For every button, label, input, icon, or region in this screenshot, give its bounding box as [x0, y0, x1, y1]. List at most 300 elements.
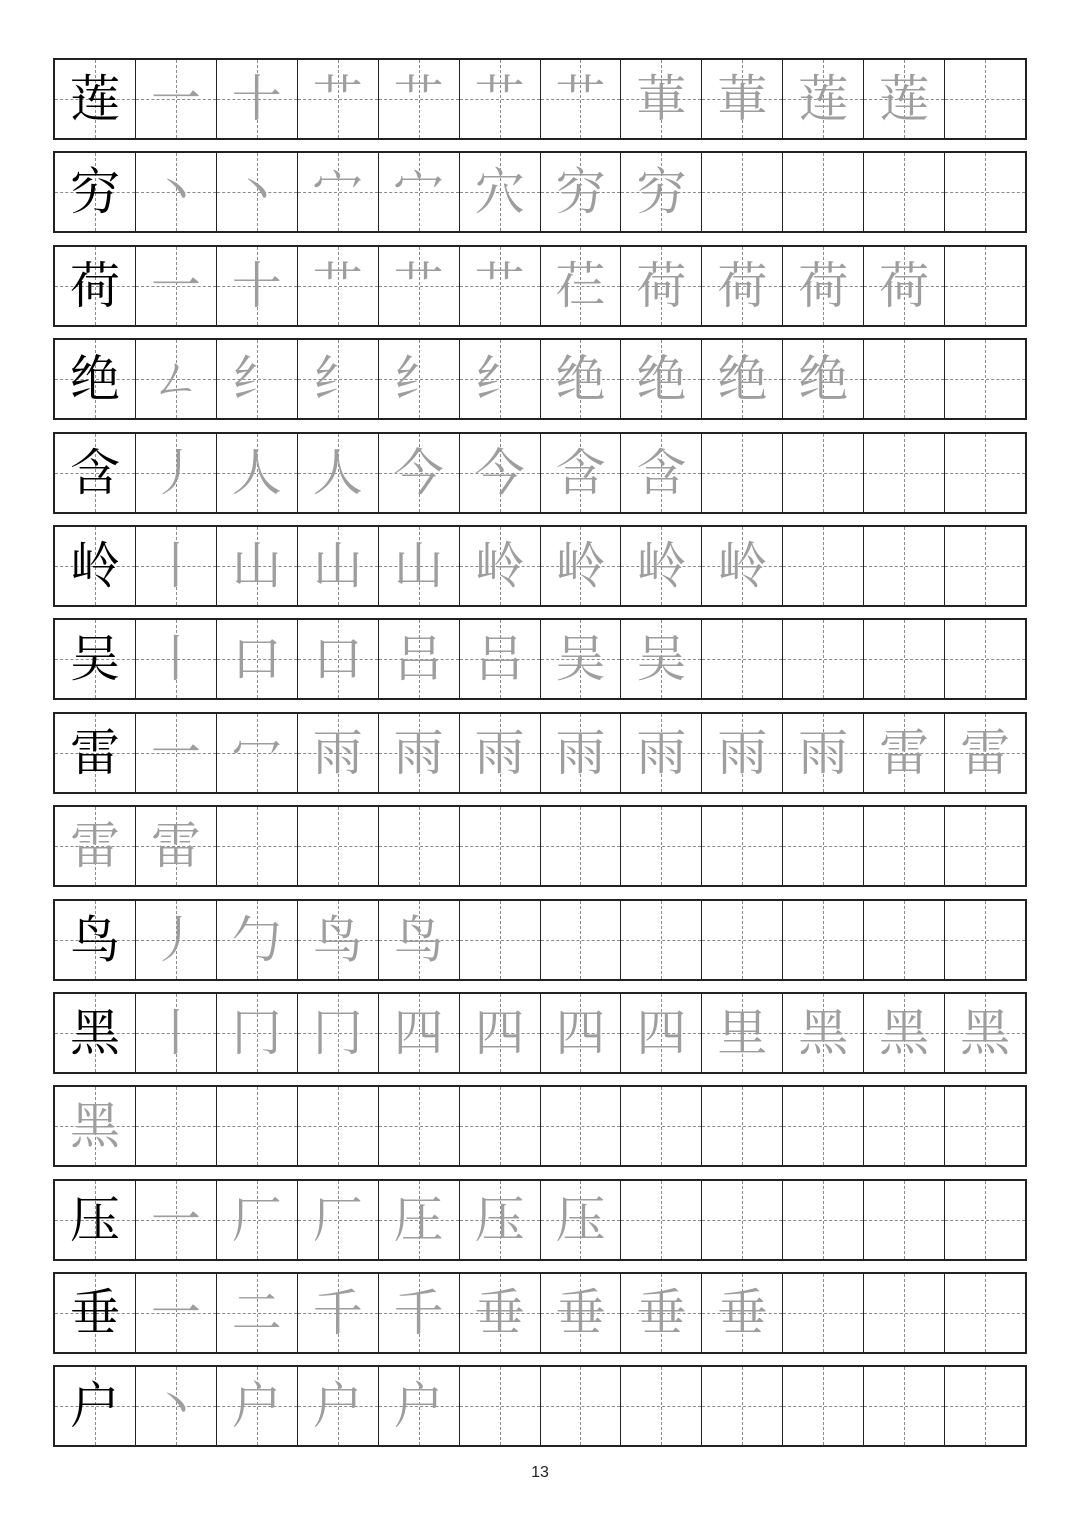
stroke-step-character: 四 [393, 1003, 444, 1062]
stroke-step-cell [863, 1181, 944, 1259]
stroke-step-cell [297, 1274, 378, 1352]
head-character-cell [55, 994, 135, 1072]
stroke-step-cell [459, 714, 540, 792]
stroke-step-cell [701, 434, 782, 512]
stroke-step-character: 宀 [312, 163, 363, 222]
stroke-step-cell [701, 1181, 782, 1259]
head-character-cell [55, 1087, 135, 1165]
head-character: 含 [69, 443, 120, 502]
head-character: 莲 [69, 70, 120, 128]
practice-row [53, 1272, 1027, 1354]
stroke-step-character: 雨 [393, 723, 444, 782]
head-character: 黑 [69, 1097, 120, 1156]
stroke-step-cell [782, 60, 863, 138]
stroke-step-character: 雨 [312, 723, 363, 782]
stroke-step-cell [378, 247, 459, 325]
stroke-step-character: ㄥ [150, 350, 201, 409]
stroke-step-cell [540, 60, 621, 138]
head-character-cell [55, 527, 135, 605]
stroke-step-character: 垂 [474, 1284, 525, 1343]
stroke-step-cell [620, 153, 701, 231]
stroke-step-cell [135, 901, 216, 979]
stroke-step-cell [297, 901, 378, 979]
stroke-step-cell [216, 1087, 297, 1165]
head-character: 雷 [69, 723, 120, 782]
stroke-step-cell [297, 527, 378, 605]
stroke-step-character: 宀 [393, 163, 444, 222]
stroke-step-cell [135, 1367, 216, 1445]
head-character: 户 [69, 1377, 120, 1436]
stroke-step-character: 口 [312, 630, 363, 689]
stroke-step-character: 艹 [312, 70, 363, 128]
stroke-step-cell [540, 1087, 621, 1165]
stroke-step-cell [863, 714, 944, 792]
stroke-step-cell [944, 1274, 1025, 1352]
stroke-step-cell [459, 60, 540, 138]
practice-row [53, 338, 1027, 420]
stroke-step-cell [620, 60, 701, 138]
stroke-step-cell [135, 807, 216, 885]
stroke-step-cell [944, 340, 1025, 418]
stroke-step-cell [459, 901, 540, 979]
stroke-step-cell [701, 60, 782, 138]
stroke-step-cell [944, 994, 1025, 1072]
stroke-step-cell [540, 620, 621, 698]
stroke-step-character: 穴 [474, 163, 525, 222]
stroke-step-cell [135, 1087, 216, 1165]
stroke-step-cell [863, 1367, 944, 1445]
practice-row [53, 525, 1027, 607]
stroke-step-cell [863, 994, 944, 1072]
stroke-step-cell [701, 1274, 782, 1352]
stroke-step-cell [620, 340, 701, 418]
head-character-cell [55, 620, 135, 698]
stroke-step-character: 垂 [717, 1284, 768, 1343]
stroke-step-cell [620, 1367, 701, 1445]
stroke-step-cell [540, 1274, 621, 1352]
stroke-step-character: 丨 [150, 1003, 201, 1062]
stroke-step-cell [378, 1181, 459, 1259]
stroke-step-cell [378, 1087, 459, 1165]
practice-row [53, 58, 1027, 140]
stroke-step-cell [701, 1087, 782, 1165]
stroke-step-cell [944, 527, 1025, 605]
stroke-step-cell [297, 60, 378, 138]
stroke-step-cell [459, 807, 540, 885]
stroke-step-character: 雨 [717, 723, 768, 782]
stroke-step-character: 一 [150, 723, 201, 782]
stroke-step-character: 户 [312, 1377, 363, 1436]
stroke-step-character: 芢 [555, 256, 606, 315]
page-number: 13 [531, 1464, 549, 1481]
head-character-cell [55, 60, 135, 138]
head-character: 吴 [69, 630, 120, 689]
head-character-cell [55, 714, 135, 792]
stroke-step-character: 雨 [636, 723, 687, 782]
stroke-step-character: 山 [231, 536, 282, 595]
head-character: 绝 [69, 350, 120, 409]
stroke-step-cell [944, 434, 1025, 512]
stroke-step-cell [782, 434, 863, 512]
practice-row [53, 1179, 1027, 1261]
stroke-step-cell [944, 901, 1025, 979]
stroke-step-cell [378, 1274, 459, 1352]
stroke-step-character: 雨 [555, 723, 606, 782]
head-character-cell [55, 247, 135, 325]
stroke-step-cell [297, 994, 378, 1072]
stroke-step-cell [620, 807, 701, 885]
stroke-step-cell [216, 1274, 297, 1352]
stroke-step-cell [944, 807, 1025, 885]
stroke-step-cell [863, 807, 944, 885]
stroke-step-character: 吴 [636, 630, 687, 689]
stroke-step-cell [540, 1367, 621, 1445]
stroke-step-character: 纟 [231, 350, 282, 409]
stroke-step-cell [135, 434, 216, 512]
stroke-step-character: 人 [231, 443, 282, 502]
stroke-step-character: 勹 [231, 910, 282, 969]
stroke-step-cell [216, 714, 297, 792]
stroke-step-cell [216, 247, 297, 325]
stroke-step-cell [782, 1087, 863, 1165]
stroke-step-cell [944, 714, 1025, 792]
stroke-step-character: 户 [231, 1377, 282, 1436]
stroke-step-cell [540, 527, 621, 605]
stroke-step-cell [216, 60, 297, 138]
stroke-step-cell [863, 434, 944, 512]
practice-sheet [53, 58, 1027, 1459]
stroke-step-cell [378, 60, 459, 138]
stroke-step-cell [782, 620, 863, 698]
practice-row [53, 992, 1027, 1074]
stroke-step-cell [540, 340, 621, 418]
stroke-step-cell [540, 1181, 621, 1259]
stroke-step-character: 绝 [798, 350, 849, 409]
stroke-step-cell [540, 247, 621, 325]
stroke-step-cell [459, 1181, 540, 1259]
stroke-step-cell [378, 994, 459, 1072]
stroke-step-cell [863, 620, 944, 698]
stroke-step-character: 压 [555, 1190, 606, 1249]
stroke-step-character: 纟 [393, 350, 444, 409]
stroke-step-character: 山 [312, 536, 363, 595]
stroke-step-cell [378, 527, 459, 605]
stroke-step-character: 户 [393, 1377, 444, 1436]
stroke-step-character: 一 [150, 1284, 201, 1343]
stroke-step-cell [540, 153, 621, 231]
stroke-step-character: 绝 [636, 350, 687, 409]
stroke-step-cell [620, 434, 701, 512]
stroke-step-character: 吕 [474, 630, 525, 689]
stroke-step-cell [216, 434, 297, 512]
stroke-step-cell [378, 901, 459, 979]
stroke-step-character: 艹 [474, 70, 525, 128]
stroke-step-cell [459, 247, 540, 325]
head-character: 岭 [69, 536, 120, 595]
stroke-step-cell [944, 153, 1025, 231]
stroke-step-character: 荷 [636, 256, 687, 315]
stroke-step-cell [782, 340, 863, 418]
stroke-step-cell [459, 434, 540, 512]
stroke-step-cell [620, 1181, 701, 1259]
stroke-step-character: 里 [717, 1003, 768, 1062]
stroke-step-character: 艹 [555, 70, 606, 128]
stroke-step-cell [782, 1181, 863, 1259]
stroke-step-character: 一 [150, 70, 201, 128]
stroke-step-cell [297, 620, 378, 698]
stroke-step-character: 千 [312, 1284, 363, 1343]
stroke-step-character: 口 [231, 630, 282, 689]
stroke-step-character: 艹 [393, 70, 444, 128]
stroke-step-cell [297, 1367, 378, 1445]
stroke-step-cell [701, 714, 782, 792]
head-character: 压 [69, 1190, 120, 1249]
stroke-step-character: 圧 [393, 1190, 444, 1249]
stroke-step-cell [863, 1087, 944, 1165]
stroke-step-cell [216, 901, 297, 979]
stroke-step-character: 压 [474, 1190, 525, 1249]
stroke-step-character: 二 [231, 1284, 282, 1343]
stroke-step-cell [944, 1087, 1025, 1165]
head-character-cell [55, 153, 135, 231]
stroke-step-cell [782, 527, 863, 605]
stroke-step-cell [701, 153, 782, 231]
stroke-step-cell [135, 60, 216, 138]
stroke-step-cell [297, 340, 378, 418]
stroke-step-character: 艹 [312, 256, 363, 315]
stroke-step-cell [297, 247, 378, 325]
stroke-step-cell [701, 247, 782, 325]
stroke-step-cell [216, 807, 297, 885]
stroke-step-cell [135, 1274, 216, 1352]
stroke-step-cell [135, 527, 216, 605]
stroke-step-cell [782, 247, 863, 325]
stroke-step-character: 黑 [798, 1003, 849, 1062]
stroke-step-cell [540, 434, 621, 512]
stroke-step-character: 丿 [150, 443, 201, 502]
stroke-step-cell [378, 340, 459, 418]
stroke-step-character: 雨 [798, 723, 849, 782]
stroke-step-character: 纟 [312, 350, 363, 409]
practice-row [53, 1365, 1027, 1447]
stroke-step-cell [782, 1367, 863, 1445]
stroke-step-cell [540, 901, 621, 979]
stroke-step-cell [378, 714, 459, 792]
stroke-step-cell [620, 994, 701, 1072]
head-character-cell [55, 901, 135, 979]
stroke-step-cell [620, 247, 701, 325]
head-character-cell [55, 340, 135, 418]
stroke-step-character: 丨 [150, 630, 201, 689]
stroke-step-character: 垂 [555, 1284, 606, 1343]
stroke-step-cell [782, 901, 863, 979]
stroke-step-cell [701, 1367, 782, 1445]
stroke-step-cell [944, 1367, 1025, 1445]
stroke-step-character: 绝 [717, 350, 768, 409]
stroke-step-cell [378, 434, 459, 512]
stroke-step-cell [135, 994, 216, 1072]
stroke-step-cell [863, 60, 944, 138]
stroke-step-character: 鸟 [393, 910, 444, 969]
stroke-step-character: 人 [312, 443, 363, 502]
practice-row [53, 899, 1027, 981]
head-character: 雷 [69, 817, 120, 876]
stroke-step-cell [135, 340, 216, 418]
stroke-step-character: 雷 [879, 723, 930, 782]
stroke-step-cell [297, 714, 378, 792]
stroke-step-cell [459, 1274, 540, 1352]
stroke-step-cell [620, 620, 701, 698]
head-character-cell [55, 1367, 135, 1445]
head-character: 黑 [69, 1003, 120, 1062]
stroke-step-cell [701, 620, 782, 698]
stroke-step-character: 今 [393, 443, 444, 502]
stroke-step-cell [701, 994, 782, 1072]
stroke-step-character: 山 [393, 536, 444, 595]
practice-row [53, 618, 1027, 700]
stroke-step-character: 吴 [555, 630, 606, 689]
stroke-step-cell [216, 340, 297, 418]
head-character-cell [55, 434, 135, 512]
stroke-step-character: 垂 [636, 1284, 687, 1343]
stroke-step-cell [135, 1181, 216, 1259]
stroke-step-character: 荷 [798, 256, 849, 315]
stroke-step-character: 冂 [231, 1003, 282, 1062]
stroke-step-character: 雨 [474, 723, 525, 782]
stroke-step-cell [782, 153, 863, 231]
stroke-step-character: 丶 [150, 1377, 201, 1436]
stroke-step-cell [459, 620, 540, 698]
stroke-step-character: 含 [555, 443, 606, 502]
stroke-step-character: 雷 [150, 817, 201, 876]
stroke-step-character: 穷 [636, 163, 687, 222]
practice-row [53, 432, 1027, 514]
head-character: 垂 [69, 1284, 120, 1343]
head-character-cell [55, 807, 135, 885]
stroke-step-cell [216, 153, 297, 231]
stroke-step-character: 吕 [393, 630, 444, 689]
stroke-step-cell [701, 901, 782, 979]
stroke-step-character: 绝 [555, 350, 606, 409]
stroke-step-character: 四 [636, 1003, 687, 1062]
stroke-step-cell [459, 527, 540, 605]
stroke-step-character: 艹 [474, 256, 525, 315]
stroke-step-cell [297, 1087, 378, 1165]
stroke-step-character: 丿 [150, 910, 201, 969]
stroke-step-cell [216, 1181, 297, 1259]
stroke-step-character: 厂 [231, 1190, 282, 1249]
stroke-step-character: 四 [474, 1003, 525, 1062]
stroke-step-character: 荷 [879, 256, 930, 315]
stroke-step-character: 丶 [231, 163, 282, 222]
stroke-step-character: 十 [231, 256, 282, 315]
stroke-step-cell [540, 714, 621, 792]
stroke-step-cell [216, 527, 297, 605]
stroke-step-cell [620, 901, 701, 979]
stroke-step-character: 黑 [960, 1003, 1011, 1062]
stroke-step-cell [216, 620, 297, 698]
head-character-cell [55, 1181, 135, 1259]
practice-row [53, 805, 1027, 887]
stroke-step-character: 鸟 [312, 910, 363, 969]
practice-row [53, 245, 1027, 327]
stroke-step-cell [216, 1367, 297, 1445]
stroke-step-cell [620, 1274, 701, 1352]
stroke-step-character: 一 [150, 1190, 201, 1249]
stroke-step-character: 冂 [312, 1003, 363, 1062]
stroke-step-cell [297, 153, 378, 231]
stroke-step-character: 岭 [636, 536, 687, 595]
stroke-step-character: 岭 [555, 536, 606, 595]
head-character: 鸟 [69, 910, 120, 969]
stroke-step-cell [135, 153, 216, 231]
stroke-step-character: 岭 [474, 536, 525, 595]
practice-row [53, 712, 1027, 794]
stroke-step-character: 冖 [231, 723, 282, 782]
stroke-step-cell [863, 1274, 944, 1352]
stroke-step-cell [540, 994, 621, 1072]
stroke-step-cell [135, 714, 216, 792]
stroke-step-cell [135, 620, 216, 698]
stroke-step-cell [216, 994, 297, 1072]
stroke-step-character: 千 [393, 1284, 444, 1343]
stroke-step-character: 岭 [717, 536, 768, 595]
stroke-step-cell [297, 1181, 378, 1259]
stroke-step-cell [378, 1367, 459, 1445]
stroke-step-cell [459, 1087, 540, 1165]
stroke-step-cell [863, 247, 944, 325]
stroke-step-cell [135, 247, 216, 325]
practice-row [53, 1085, 1027, 1167]
head-character-cell [55, 1274, 135, 1352]
stroke-step-cell [540, 807, 621, 885]
stroke-step-cell [459, 153, 540, 231]
stroke-step-cell [459, 340, 540, 418]
stroke-step-character: 莲 [879, 70, 930, 128]
stroke-step-cell [459, 994, 540, 1072]
stroke-step-cell [620, 714, 701, 792]
stroke-step-character: 今 [474, 443, 525, 502]
stroke-step-cell [782, 807, 863, 885]
stroke-step-character: 十 [231, 70, 282, 128]
stroke-step-cell [701, 527, 782, 605]
practice-row [53, 151, 1027, 233]
stroke-step-cell [863, 340, 944, 418]
stroke-step-cell [944, 620, 1025, 698]
stroke-step-cell [459, 1367, 540, 1445]
stroke-step-cell [782, 714, 863, 792]
head-character: 荷 [69, 256, 120, 315]
stroke-step-cell [378, 153, 459, 231]
stroke-step-cell [863, 527, 944, 605]
stroke-step-cell [297, 807, 378, 885]
stroke-step-character: 莗 [717, 70, 768, 128]
stroke-step-cell [944, 60, 1025, 138]
stroke-step-cell [944, 247, 1025, 325]
stroke-step-cell [378, 620, 459, 698]
head-character: 穷 [69, 163, 120, 222]
stroke-step-character: 厂 [312, 1190, 363, 1249]
stroke-step-character: 莗 [636, 70, 687, 128]
stroke-step-character: 穷 [555, 163, 606, 222]
stroke-step-cell [944, 1181, 1025, 1259]
stroke-step-cell [378, 807, 459, 885]
stroke-step-character: 黑 [879, 1003, 930, 1062]
stroke-step-cell [620, 1087, 701, 1165]
stroke-step-character: 含 [636, 443, 687, 502]
stroke-step-cell [863, 153, 944, 231]
stroke-step-character: 四 [555, 1003, 606, 1062]
